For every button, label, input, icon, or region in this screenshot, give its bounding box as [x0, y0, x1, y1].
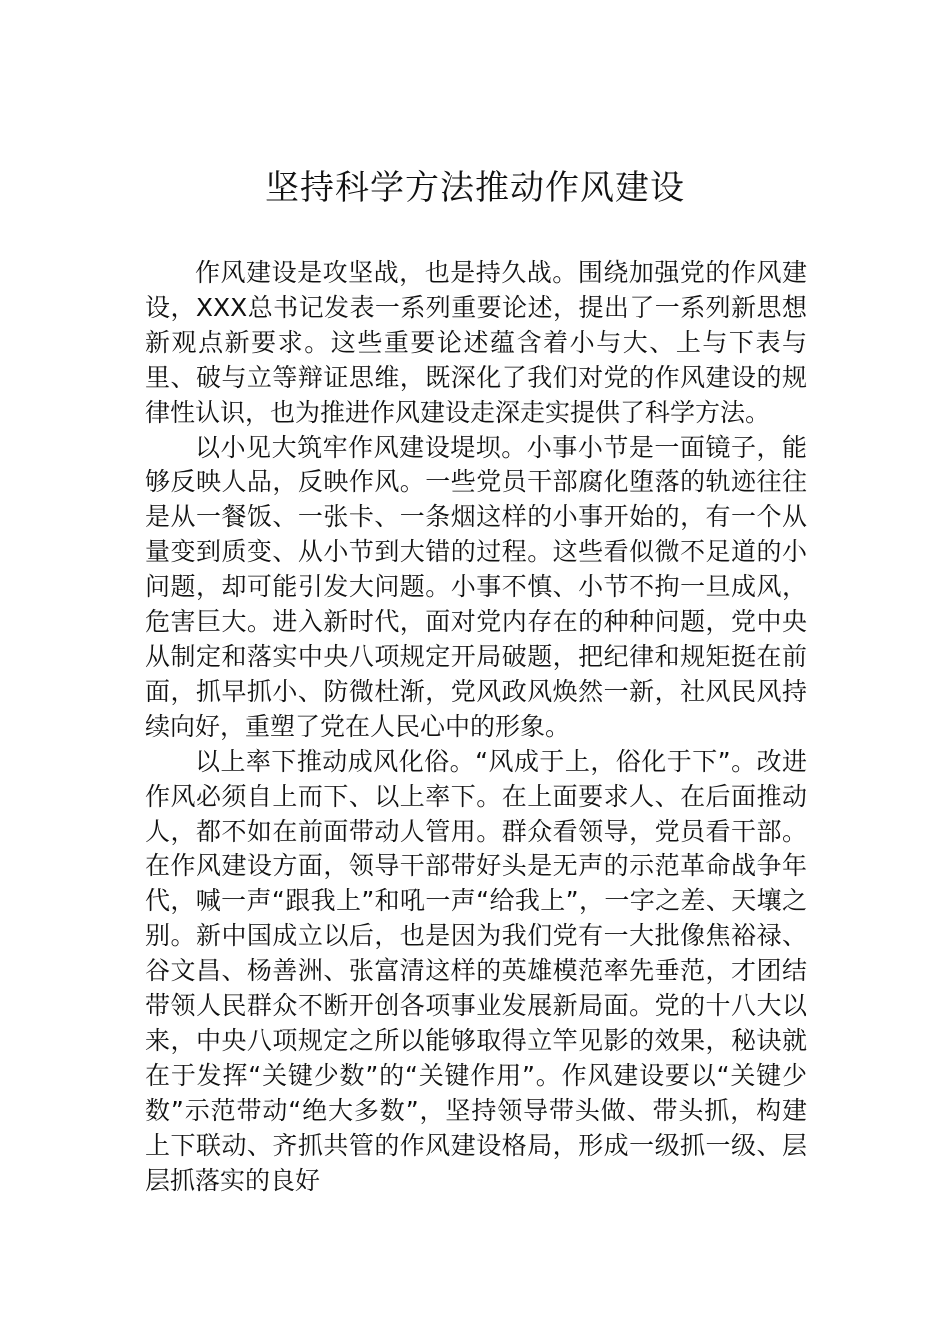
- paragraph-intro: 作风建设是攻坚战，也是持久战。围绕加强党的作风建设，XXX总书记发表一系列重要论述，提出了一系列新思想新观点新要求。这些重要论述蕴含着小与大、上与下表与里、破与立等辩证思维，既深化了我们对党的作风建设的规律性认识，也为推进作风建设走深走实提供了科学方法。: [145, 258, 807, 427]
- paragraph-small-big: 以小见大筑牢作风建设堤坝。小事小节是一面镜子，能够反映人品，反映作风。一些党员干部腐化堕落的轨迹往往是从一餐饭、一张卡、一条烟这样的小事开始的，有一个从量变到质变、从小节到大错的过程。这些看似微不足道的小问题，却可能引发大问题。小事不慎、小节不拘一旦成风，危害巨大。进入新时代，面对党内存在的种种问题，党中央从制定和落实中央八项规定开局破题，把纪律和规矩挺在前面，抓早抓小、防微杜渐，党风政风焕然一新，社风民风持续向好，重塑了党在人民心中的形象。: [145, 432, 807, 741]
- document-body: [145, 256, 807, 1198]
- paragraph-top-down: 以上率下推动成风化俗。“风成于上，俗化于下”。改进作风必须自上而下、以上率下。在上面要求人、在后面推动人，都不如在前面带动人管用。群众看领导，党员看干部。在作风建设方面，领导干部带好头是无声的示范革命战争年代，喊一声“跟我上”和吼一声“给我上”，一字之差、天壤之别。新中国成立以后，也是因为我们党有一大批像焦裕禄、谷文昌、杨善洲、张富清这样的英雄模范率先垂范，才团结带领人民群众不断开创各项事业发展新局面。党的十八大以来，中央八项规定之所以能够取得立竿见影的效果，秘诀就在于发挥“关键少数”的“关键作用”。作风建设要以“关键少数”示范带动“绝大多数”，坚持领导带头做、带头抓，构建上下联动、齐抓共管的作风建设格局，形成一级抓一级、层层抓落实的良好: [145, 746, 807, 1195]
- document-title: 坚持科学方法推动作风建设: [265, 168, 685, 208]
